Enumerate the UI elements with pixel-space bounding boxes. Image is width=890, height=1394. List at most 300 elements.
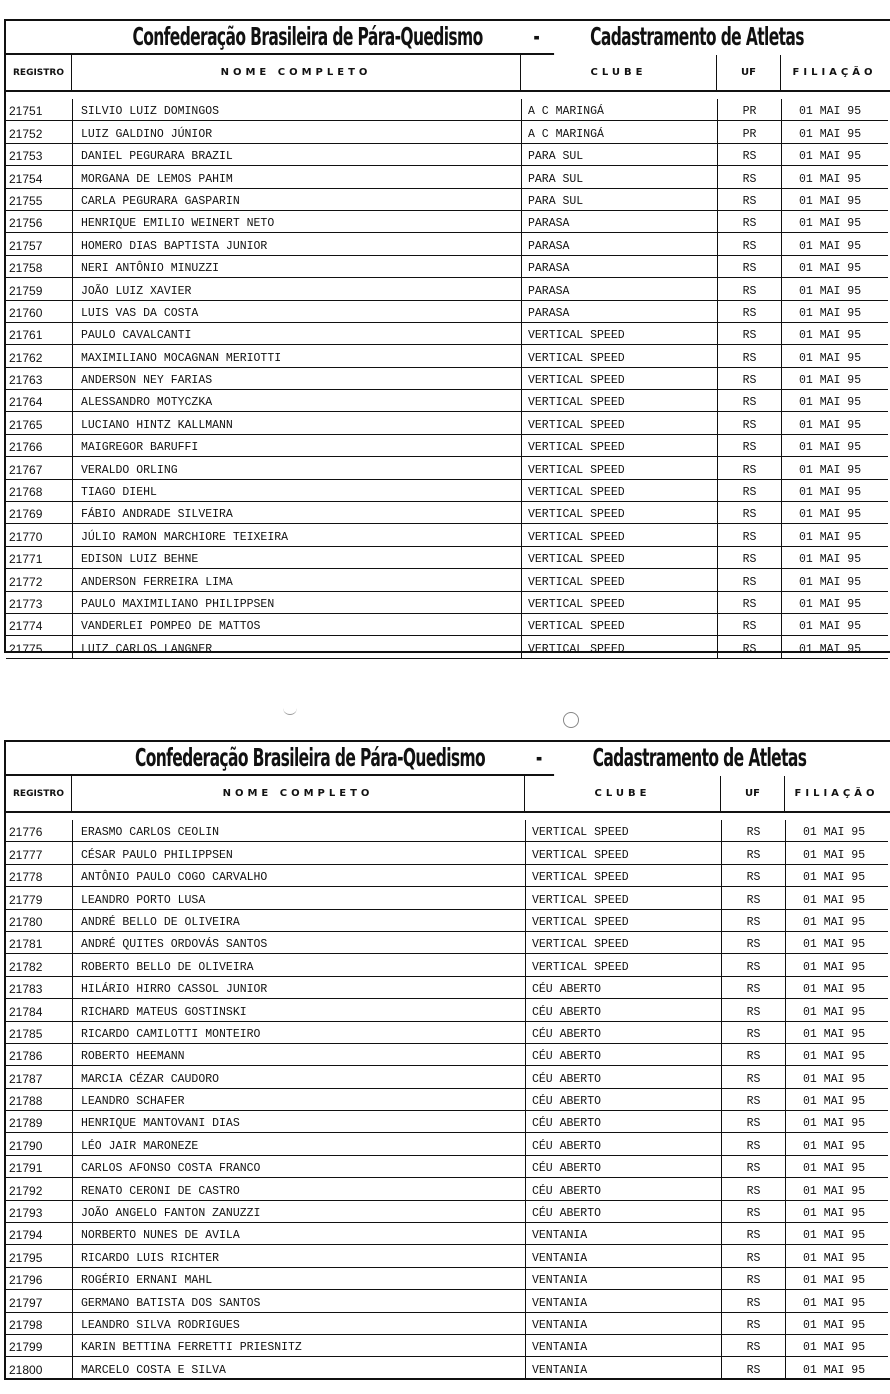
cell-nome: SILVIO LUIZ DOMINGOS bbox=[72, 99, 521, 121]
cell-filiacao: 01 MAI 95 bbox=[785, 887, 888, 909]
cell-registro: 21779 bbox=[6, 887, 72, 909]
cell-nome: LUIZ CARLOS LANGNER bbox=[72, 636, 521, 658]
cell-nome: ANTÔNIO PAULO COGO CARVALHO bbox=[72, 865, 525, 887]
punch-hole-mark bbox=[283, 706, 297, 715]
cell-filiacao: 01 MAI 95 bbox=[781, 233, 888, 255]
cell-registro: 21768 bbox=[6, 480, 72, 502]
cell-registro: 21786 bbox=[6, 1044, 72, 1066]
table-row bbox=[6, 480, 890, 502]
table-row bbox=[6, 368, 890, 390]
cell-nome: VANDERLEI POMPEO DE MATTOS bbox=[72, 614, 521, 636]
cell-clube: VERTICAL SPEED bbox=[521, 614, 717, 636]
cell-clube: VERTICAL SPEED bbox=[521, 345, 717, 367]
cell-nome: PAULO CAVALCANTI bbox=[72, 323, 521, 345]
table-row bbox=[6, 189, 890, 211]
table-row bbox=[6, 592, 890, 614]
cell-clube: VERTICAL SPEED bbox=[521, 636, 717, 658]
cell-nome: MORGANA DE LEMOS PAHIM bbox=[72, 166, 521, 188]
cell-uf: RS bbox=[717, 345, 781, 367]
cell-clube: VENTANIA bbox=[525, 1335, 721, 1357]
cell-registro: 21782 bbox=[6, 954, 72, 976]
cell-filiacao: 01 MAI 95 bbox=[785, 842, 888, 864]
table-row bbox=[6, 278, 890, 300]
cell-nome: ANDRÉ BELLO DE OLIVEIRA bbox=[72, 910, 525, 932]
cell-filiacao: 01 MAI 95 bbox=[785, 1133, 888, 1155]
cell-uf: RS bbox=[717, 435, 781, 457]
cell-uf: RS bbox=[721, 1066, 785, 1088]
cell-clube: CÉU ABERTO bbox=[525, 1089, 721, 1111]
cell-clube: A C MARINGÁ bbox=[521, 121, 717, 143]
table-row bbox=[6, 1313, 890, 1335]
cell-nome: JÚLIO RAMON MARCHIORE TEIXEIRA bbox=[72, 524, 521, 546]
cell-registro: 21783 bbox=[6, 977, 72, 999]
athlete-rows bbox=[6, 813, 890, 1380]
cell-clube: VERTICAL SPEED bbox=[521, 457, 717, 479]
col-filiacao: FILIAÇÃO bbox=[794, 788, 879, 799]
cell-registro: 21800 bbox=[6, 1357, 72, 1379]
cell-registro: 21767 bbox=[6, 457, 72, 479]
cell-uf: RS bbox=[721, 1022, 785, 1044]
cell-filiacao: 01 MAI 95 bbox=[781, 569, 888, 591]
cell-uf: RS bbox=[721, 1357, 785, 1379]
col-uf: UF bbox=[717, 55, 781, 90]
cell-filiacao: 01 MAI 95 bbox=[781, 524, 888, 546]
cell-clube: VERTICAL SPEED bbox=[525, 865, 721, 887]
cell-nome: JOÃO LUIZ XAVIER bbox=[72, 278, 521, 300]
cell-uf: RS bbox=[717, 412, 781, 434]
cell-filiacao: 01 MAI 95 bbox=[781, 211, 888, 233]
cell-registro: 21753 bbox=[6, 144, 72, 166]
cell-registro: 21780 bbox=[6, 910, 72, 932]
cell-filiacao: 01 MAI 95 bbox=[781, 345, 888, 367]
cell-clube: VERTICAL SPEED bbox=[521, 368, 717, 390]
table-row bbox=[6, 301, 890, 323]
cell-nome: ANDRÉ QUITES ORDOVÁS SANTOS bbox=[72, 932, 525, 954]
cell-nome: RICHARD MATEUS GOSTINSKI bbox=[72, 999, 525, 1021]
cell-registro: 21791 bbox=[6, 1156, 72, 1178]
table-row bbox=[6, 412, 890, 434]
cell-nome: PAULO MAXIMILIANO PHILIPPSEN bbox=[72, 592, 521, 614]
cell-filiacao: 01 MAI 95 bbox=[785, 999, 888, 1021]
col-clube: CLUBE bbox=[525, 776, 721, 811]
table-row bbox=[6, 211, 890, 233]
table-row bbox=[6, 457, 890, 479]
cell-registro: 21763 bbox=[6, 368, 72, 390]
cell-clube: CÉU ABERTO bbox=[525, 1178, 721, 1200]
cell-uf: RS bbox=[721, 954, 785, 976]
punch-hole-ring bbox=[563, 712, 579, 728]
cell-clube: VENTANIA bbox=[525, 1313, 721, 1335]
cell-filiacao: 01 MAI 95 bbox=[785, 932, 888, 954]
table-row bbox=[6, 1133, 890, 1155]
cell-registro: 21761 bbox=[6, 323, 72, 345]
title-separator: - bbox=[535, 743, 542, 772]
cell-registro: 21757 bbox=[6, 233, 72, 255]
cell-clube: VERTICAL SPEED bbox=[525, 842, 721, 864]
cell-filiacao: 01 MAI 95 bbox=[781, 480, 888, 502]
table-row bbox=[6, 547, 890, 569]
cell-nome: MARCIA CÉZAR CAUDORO bbox=[72, 1066, 525, 1088]
cell-nome: MARCELO COSTA E SILVA bbox=[72, 1357, 525, 1379]
cell-filiacao: 01 MAI 95 bbox=[781, 121, 888, 143]
cell-filiacao: 01 MAI 95 bbox=[785, 1089, 888, 1111]
cell-nome: LUIZ GALDINO JÚNIOR bbox=[72, 121, 521, 143]
cell-filiacao: 01 MAI 95 bbox=[781, 256, 888, 278]
cell-filiacao: 01 MAI 95 bbox=[785, 820, 888, 842]
cell-uf: RS bbox=[721, 999, 785, 1021]
cell-registro: 21788 bbox=[6, 1089, 72, 1111]
cell-filiacao: 01 MAI 95 bbox=[785, 1268, 888, 1290]
cell-filiacao: 01 MAI 95 bbox=[785, 865, 888, 887]
cell-clube: PARASA bbox=[521, 233, 717, 255]
cell-registro: 21793 bbox=[6, 1201, 72, 1223]
cell-clube: VENTANIA bbox=[525, 1223, 721, 1245]
cell-filiacao: 01 MAI 95 bbox=[785, 1156, 888, 1178]
cell-filiacao: 01 MAI 95 bbox=[781, 390, 888, 412]
cell-clube: CÉU ABERTO bbox=[525, 1066, 721, 1088]
cell-registro: 21795 bbox=[6, 1245, 72, 1267]
cell-nome: CARLA PEGURARA GASPARIN bbox=[72, 189, 521, 211]
cell-filiacao: 01 MAI 95 bbox=[785, 1111, 888, 1133]
cell-filiacao: 01 MAI 95 bbox=[781, 166, 888, 188]
col-nome: NOME COMPLETO bbox=[72, 776, 525, 811]
cell-filiacao: 01 MAI 95 bbox=[785, 1201, 888, 1223]
table-row bbox=[6, 910, 890, 932]
cell-registro: 21758 bbox=[6, 256, 72, 278]
cell-registro: 21790 bbox=[6, 1133, 72, 1155]
cell-nome: ROBERTO BELLO DE OLIVEIRA bbox=[72, 954, 525, 976]
cell-filiacao: 01 MAI 95 bbox=[781, 301, 888, 323]
cell-filiacao: 01 MAI 95 bbox=[785, 910, 888, 932]
table-row bbox=[6, 144, 890, 166]
cell-uf: RS bbox=[721, 820, 785, 842]
cell-registro: 21762 bbox=[6, 345, 72, 367]
cell-nome: ANDERSON FERREIRA LIMA bbox=[72, 569, 521, 591]
cell-registro: 21787 bbox=[6, 1066, 72, 1088]
cell-uf: RS bbox=[721, 932, 785, 954]
cell-nome: DANIEL PEGURARA BRAZIL bbox=[72, 144, 521, 166]
cell-uf: RS bbox=[717, 592, 781, 614]
cell-filiacao: 01 MAI 95 bbox=[781, 412, 888, 434]
cell-filiacao: 01 MAI 95 bbox=[781, 636, 888, 658]
cell-nome: VERALDO ORLING bbox=[72, 457, 521, 479]
cell-registro: 21797 bbox=[6, 1290, 72, 1312]
table-row bbox=[6, 999, 890, 1021]
table-row bbox=[6, 390, 890, 412]
cell-clube: VENTANIA bbox=[525, 1357, 721, 1379]
cell-uf: RS bbox=[717, 502, 781, 524]
cell-filiacao: 01 MAI 95 bbox=[785, 1313, 888, 1335]
table-row bbox=[6, 842, 890, 864]
title-subject: Cadastramento de Atletas bbox=[592, 743, 807, 772]
cell-filiacao: 01 MAI 95 bbox=[781, 502, 888, 524]
cell-clube: VERTICAL SPEED bbox=[525, 910, 721, 932]
cell-uf: RS bbox=[721, 1111, 785, 1133]
table-row bbox=[6, 1111, 890, 1133]
cell-clube: CÉU ABERTO bbox=[525, 1111, 721, 1133]
table-row bbox=[6, 1178, 890, 1200]
cell-clube: CÉU ABERTO bbox=[525, 1133, 721, 1155]
col-uf: UF bbox=[721, 776, 785, 811]
col-registro: REGISTRO bbox=[6, 776, 72, 811]
cell-nome: MAXIMILIANO MOCAGNAN MERIOTTI bbox=[72, 345, 521, 367]
cell-clube: CÉU ABERTO bbox=[525, 1156, 721, 1178]
cell-uf: RS bbox=[717, 278, 781, 300]
cell-nome: CÉSAR PAULO PHILIPPSEN bbox=[72, 842, 525, 864]
table-row bbox=[6, 166, 890, 188]
table-row bbox=[6, 256, 890, 278]
cell-clube: PARA SUL bbox=[521, 189, 717, 211]
cell-uf: RS bbox=[721, 1089, 785, 1111]
table-row bbox=[6, 887, 890, 909]
cell-filiacao: 01 MAI 95 bbox=[781, 614, 888, 636]
cell-clube: PARASA bbox=[521, 256, 717, 278]
cell-filiacao: 01 MAI 95 bbox=[781, 99, 888, 121]
cell-uf: RS bbox=[717, 166, 781, 188]
cell-uf: RS bbox=[721, 887, 785, 909]
cell-registro: 21752 bbox=[6, 121, 72, 143]
cell-uf: RS bbox=[717, 636, 781, 658]
cell-filiacao: 01 MAI 95 bbox=[785, 954, 888, 976]
table-row bbox=[6, 614, 890, 636]
col-clube: CLUBE bbox=[521, 55, 717, 90]
cell-uf: RS bbox=[721, 1290, 785, 1312]
cell-filiacao: 01 MAI 95 bbox=[781, 278, 888, 300]
cell-registro: 21799 bbox=[6, 1335, 72, 1357]
cell-uf: RS bbox=[721, 1178, 785, 1200]
cell-filiacao: 01 MAI 95 bbox=[781, 592, 888, 614]
table-row bbox=[6, 569, 890, 591]
table-row bbox=[6, 1245, 890, 1267]
athlete-registry-sheet-2 bbox=[4, 740, 890, 1380]
table-row bbox=[6, 977, 890, 999]
table-row bbox=[6, 121, 890, 143]
cell-uf: RS bbox=[721, 1201, 785, 1223]
cell-uf: RS bbox=[721, 1335, 785, 1357]
cell-clube: VERTICAL SPEED bbox=[525, 887, 721, 909]
cell-clube: VERTICAL SPEED bbox=[521, 435, 717, 457]
cell-nome: NORBERTO NUNES DE AVILA bbox=[72, 1223, 525, 1245]
cell-nome: LUCIANO HINTZ KALLMANN bbox=[72, 412, 521, 434]
cell-uf: RS bbox=[721, 1268, 785, 1290]
cell-clube: VERTICAL SPEED bbox=[525, 954, 721, 976]
cell-uf: RS bbox=[721, 1156, 785, 1178]
cell-filiacao: 01 MAI 95 bbox=[781, 368, 888, 390]
cell-uf: RS bbox=[721, 1044, 785, 1066]
cell-filiacao: 01 MAI 95 bbox=[785, 977, 888, 999]
cell-clube: VERTICAL SPEED bbox=[521, 323, 717, 345]
athlete-registry-sheet-1 bbox=[4, 19, 890, 656]
cell-registro: 21766 bbox=[6, 435, 72, 457]
table-row bbox=[6, 233, 890, 255]
cell-clube: VERTICAL SPEED bbox=[521, 524, 717, 546]
cell-filiacao: 01 MAI 95 bbox=[785, 1022, 888, 1044]
cell-nome: ANDERSON NEY FARIAS bbox=[72, 368, 521, 390]
cell-uf: RS bbox=[717, 144, 781, 166]
cell-nome: HOMERO DIAS BAPTISTA JUNIOR bbox=[72, 233, 521, 255]
cell-uf: RS bbox=[717, 614, 781, 636]
cell-nome: ALESSANDRO MOTYCZKA bbox=[72, 390, 521, 412]
cell-uf: RS bbox=[717, 547, 781, 569]
cell-filiacao: 01 MAI 95 bbox=[781, 189, 888, 211]
cell-clube: CÉU ABERTO bbox=[525, 999, 721, 1021]
cell-registro: 21777 bbox=[6, 842, 72, 864]
cell-clube: PARASA bbox=[521, 211, 717, 233]
cell-clube: CÉU ABERTO bbox=[525, 1044, 721, 1066]
cell-filiacao: 01 MAI 95 bbox=[785, 1357, 888, 1379]
table-row bbox=[6, 1156, 890, 1178]
cell-clube: PARASA bbox=[521, 278, 717, 300]
cell-clube: A C MARINGÁ bbox=[521, 99, 717, 121]
table-row bbox=[6, 1357, 890, 1379]
title-org: Confederação Brasileira de Pára-Quedismo bbox=[132, 22, 483, 51]
cell-uf: RS bbox=[717, 480, 781, 502]
cell-nome: LEANDRO PORTO LUSA bbox=[72, 887, 525, 909]
cell-clube: VERTICAL SPEED bbox=[521, 547, 717, 569]
cell-filiacao: 01 MAI 95 bbox=[781, 547, 888, 569]
table-row bbox=[6, 323, 890, 345]
column-header-row bbox=[6, 776, 890, 813]
cell-nome: HILÁRIO HIRRO CASSOL JUNIOR bbox=[72, 977, 525, 999]
cell-registro: 21778 bbox=[6, 865, 72, 887]
cell-clube: VERTICAL SPEED bbox=[521, 390, 717, 412]
cell-uf: RS bbox=[717, 323, 781, 345]
cell-clube: VERTICAL SPEED bbox=[521, 502, 717, 524]
cell-uf: RS bbox=[717, 390, 781, 412]
cell-clube: VERTICAL SPEED bbox=[525, 820, 721, 842]
cell-clube: PARA SUL bbox=[521, 166, 717, 188]
cell-filiacao: 01 MAI 95 bbox=[785, 1066, 888, 1088]
cell-registro: 21754 bbox=[6, 166, 72, 188]
cell-filiacao: 01 MAI 95 bbox=[785, 1044, 888, 1066]
cell-uf: RS bbox=[717, 211, 781, 233]
table-row bbox=[6, 1089, 890, 1111]
cell-nome: EDISON LUIZ BEHNE bbox=[72, 547, 521, 569]
cell-registro: 21774 bbox=[6, 614, 72, 636]
cell-uf: RS bbox=[721, 865, 785, 887]
cell-registro: 21796 bbox=[6, 1268, 72, 1290]
cell-filiacao: 01 MAI 95 bbox=[781, 323, 888, 345]
table-row bbox=[6, 1022, 890, 1044]
cell-uf: RS bbox=[717, 301, 781, 323]
table-row bbox=[6, 954, 890, 976]
cell-filiacao: 01 MAI 95 bbox=[781, 435, 888, 457]
cell-registro: 21751 bbox=[6, 99, 72, 121]
cell-nome: HENRIQUE MANTOVANI DIAS bbox=[72, 1111, 525, 1133]
cell-registro: 21760 bbox=[6, 301, 72, 323]
table-row bbox=[6, 932, 890, 954]
cell-registro: 21765 bbox=[6, 412, 72, 434]
cell-registro: 21773 bbox=[6, 592, 72, 614]
cell-nome: LÉO JAIR MARONEZE bbox=[72, 1133, 525, 1155]
cell-nome: LEANDRO SCHAFER bbox=[72, 1089, 525, 1111]
cell-registro: 21775 bbox=[6, 636, 72, 658]
cell-registro: 21759 bbox=[6, 278, 72, 300]
cell-nome: RICARDO LUIS RICHTER bbox=[72, 1245, 525, 1267]
table-row bbox=[6, 345, 890, 367]
cell-nome: FÁBIO ANDRADE SILVEIRA bbox=[72, 502, 521, 524]
cell-clube: VERTICAL SPEED bbox=[521, 569, 717, 591]
cell-registro: 21772 bbox=[6, 569, 72, 591]
cell-registro: 21776 bbox=[6, 820, 72, 842]
cell-uf: RS bbox=[721, 1133, 785, 1155]
cell-clube: VENTANIA bbox=[525, 1290, 721, 1312]
cell-filiacao: 01 MAI 95 bbox=[785, 1223, 888, 1245]
table-row bbox=[6, 502, 890, 524]
title-org: Confederação Brasileira de Pára-Quedismo bbox=[134, 743, 486, 772]
cell-registro: 21798 bbox=[6, 1313, 72, 1335]
cell-nome: ERASMO CARLOS CEOLIN bbox=[72, 820, 525, 842]
cell-clube: VERTICAL SPEED bbox=[525, 932, 721, 954]
table-row bbox=[6, 1335, 890, 1357]
cell-registro: 21756 bbox=[6, 211, 72, 233]
col-filiacao: FILIAÇÃO bbox=[792, 67, 877, 78]
cell-clube: VERTICAL SPEED bbox=[521, 480, 717, 502]
cell-uf: RS bbox=[717, 189, 781, 211]
table-row bbox=[6, 1044, 890, 1066]
cell-registro: 21755 bbox=[6, 189, 72, 211]
cell-uf: RS bbox=[717, 524, 781, 546]
cell-filiacao: 01 MAI 95 bbox=[781, 144, 888, 166]
col-nome: NOME COMPLETO bbox=[72, 55, 521, 90]
cell-nome: GERMANO BATISTA DOS SANTOS bbox=[72, 1290, 525, 1312]
cell-uf: RS bbox=[717, 457, 781, 479]
table-row bbox=[6, 1201, 890, 1223]
cell-nome: CARLOS AFONSO COSTA FRANCO bbox=[72, 1156, 525, 1178]
cell-clube: PARA SUL bbox=[521, 144, 717, 166]
cell-filiacao: 01 MAI 95 bbox=[785, 1245, 888, 1267]
cell-uf: PR bbox=[717, 121, 781, 143]
sheet-title bbox=[6, 21, 804, 55]
cell-registro: 21781 bbox=[6, 932, 72, 954]
title-separator: - bbox=[533, 22, 540, 51]
cell-registro: 21764 bbox=[6, 390, 72, 412]
cell-uf: RS bbox=[721, 977, 785, 999]
cell-uf: RS bbox=[721, 1313, 785, 1335]
cell-nome: JOÃO ANGELO FANTON ZANUZZI bbox=[72, 1201, 525, 1223]
cell-uf: PR bbox=[717, 99, 781, 121]
cell-nome: HENRIQUE EMILIO WEINERT NETO bbox=[72, 211, 521, 233]
cell-filiacao: 01 MAI 95 bbox=[781, 457, 888, 479]
cell-registro: 21789 bbox=[6, 1111, 72, 1133]
cell-nome: NERI ANTÔNIO MINUZZI bbox=[72, 256, 521, 278]
cell-registro: 21785 bbox=[6, 1022, 72, 1044]
cell-nome: MAIGREGOR BARUFFI bbox=[72, 435, 521, 457]
cell-uf: RS bbox=[717, 368, 781, 390]
title-subject: Cadastramento de Atletas bbox=[590, 22, 804, 51]
cell-registro: 21769 bbox=[6, 502, 72, 524]
cell-uf: RS bbox=[721, 910, 785, 932]
cell-uf: RS bbox=[721, 1245, 785, 1267]
cell-clube: VENTANIA bbox=[525, 1245, 721, 1267]
table-row bbox=[6, 1268, 890, 1290]
table-row bbox=[6, 865, 890, 887]
cell-nome: RICARDO CAMILOTTI MONTEIRO bbox=[72, 1022, 525, 1044]
cell-nome: RENATO CERONI DE CASTRO bbox=[72, 1178, 525, 1200]
table-row bbox=[6, 636, 890, 658]
table-row bbox=[6, 820, 890, 842]
cell-uf: RS bbox=[717, 569, 781, 591]
cell-clube: VERTICAL SPEED bbox=[521, 412, 717, 434]
cell-clube: VENTANIA bbox=[525, 1268, 721, 1290]
table-row bbox=[6, 1223, 890, 1245]
cell-registro: 21771 bbox=[6, 547, 72, 569]
cell-registro: 21794 bbox=[6, 1223, 72, 1245]
table-row bbox=[6, 435, 890, 457]
athlete-rows bbox=[6, 92, 890, 659]
cell-uf: RS bbox=[721, 842, 785, 864]
cell-registro: 21770 bbox=[6, 524, 72, 546]
